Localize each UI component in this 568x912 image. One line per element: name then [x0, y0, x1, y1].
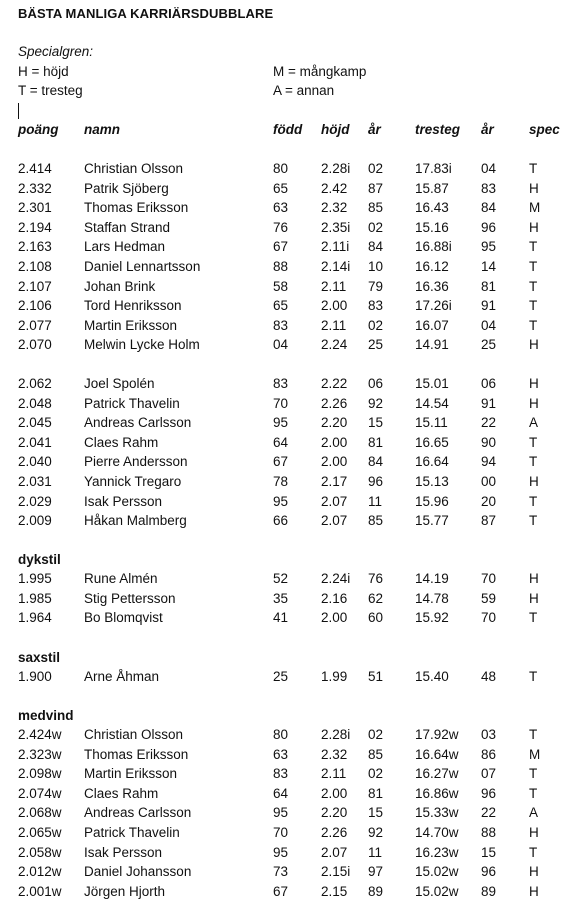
cell-points: 2.012w	[18, 864, 62, 880]
cell-triple-jump: 16.86w	[415, 785, 459, 801]
cell-born: 58	[273, 278, 289, 294]
cell-hj-year: 25	[368, 337, 384, 353]
cell-tj-year: 89	[481, 883, 497, 899]
cell-points: 2.045	[18, 415, 52, 431]
cell-spec: H	[529, 474, 539, 489]
table-row	[0, 259, 568, 279]
cell-name: Andreas Carlsson	[84, 805, 192, 821]
cell-triple-jump: 17.83i	[415, 161, 452, 176]
cell-spec: T	[529, 493, 538, 509]
table-row	[0, 454, 568, 474]
section-saxstil: saxstil	[18, 650, 61, 665]
cell-triple-jump: 15.92	[415, 610, 449, 626]
cell-hj-year: 85	[368, 200, 384, 216]
cell-triple-jump: 16.23w	[415, 844, 459, 860]
cell-born: 65	[273, 180, 289, 196]
table-row	[0, 845, 568, 865]
cell-triple-jump: 15.87	[415, 180, 449, 196]
cell-born: 63	[273, 746, 289, 762]
cell-triple-jump: 14.19	[415, 571, 449, 586]
cell-triple-jump: 16.36	[415, 278, 449, 294]
table-row	[0, 396, 568, 416]
legend-hojd: H = höjd	[18, 64, 69, 79]
cell-points: 2.332	[18, 180, 52, 196]
table-row	[0, 494, 568, 514]
cell-hj-year: 02	[368, 727, 384, 742]
cell-hj-year: 81	[368, 434, 384, 450]
cell-name: Stig Pettersson	[84, 590, 176, 606]
cell-name: Patrick Thavelin	[84, 395, 180, 411]
cell-high-jump: 2.14i	[321, 259, 351, 274]
cell-triple-jump: 16.43	[415, 200, 449, 216]
header-poang: poäng	[18, 122, 59, 137]
cell-triple-jump: 16.88i	[415, 239, 452, 255]
cell-high-jump: 2.35i	[321, 219, 351, 235]
cell-born: 95	[273, 844, 289, 860]
cell-points: 2.414	[18, 161, 52, 176]
cell-name: Yannick Tregaro	[84, 474, 182, 489]
cell-hj-year: 02	[368, 219, 384, 235]
cell-name: Johan Brink	[84, 278, 156, 294]
cell-spec: H	[529, 180, 539, 196]
cell-points: 2.194	[18, 219, 52, 235]
cell-born: 76	[273, 219, 289, 235]
cell-points: 2.062	[18, 376, 52, 391]
cell-name: Pierre Andersson	[84, 454, 188, 470]
cell-triple-jump: 15.77	[415, 513, 449, 529]
cell-points: 2.077	[18, 317, 52, 333]
cell-born: 67	[273, 883, 289, 899]
cell-name: Håkan Malmberg	[84, 513, 187, 529]
cell-hj-year: 06	[368, 376, 384, 391]
cell-tj-year: 06	[481, 376, 497, 391]
cell-high-jump: 2.26	[321, 395, 348, 411]
cell-name: Patrick Thavelin	[84, 825, 180, 840]
cell-high-jump: 2.22	[321, 376, 348, 391]
cell-spec: T	[529, 513, 538, 529]
cell-spec: T	[529, 844, 538, 860]
cell-spec: A	[529, 415, 539, 431]
cell-hj-year: 79	[368, 278, 384, 294]
cell-born: 64	[273, 785, 289, 801]
cell-born: 66	[273, 513, 289, 529]
cell-points: 2.106	[18, 298, 52, 314]
cell-points: 1.900	[18, 669, 52, 684]
cell-points: 2.108	[18, 259, 52, 274]
cell-hj-year: 96	[368, 474, 384, 489]
cell-points: 2.001w	[18, 883, 62, 899]
cell-hj-year: 02	[368, 317, 384, 333]
cell-spec: T	[529, 434, 538, 450]
cell-triple-jump: 15.02w	[415, 883, 459, 899]
header-fodd: född	[273, 122, 303, 137]
cell-spec: H	[529, 825, 539, 840]
cell-hj-year: 85	[368, 513, 384, 529]
cell-hj-year: 76	[368, 571, 384, 586]
cell-spec: T	[529, 669, 538, 684]
cell-tj-year: 96	[481, 219, 497, 235]
table-row	[0, 435, 568, 455]
cell-points: 2.065w	[18, 825, 62, 840]
cell-hj-year: 92	[368, 825, 384, 840]
legend-tresteg: T = tresteg	[18, 83, 83, 98]
cell-tj-year: 04	[481, 161, 497, 176]
cell-points: 2.098w	[18, 766, 62, 782]
cell-hj-year: 51	[368, 669, 384, 684]
cell-tj-year: 20	[481, 493, 497, 509]
cell-name: Lars Hedman	[84, 239, 166, 255]
cell-tj-year: 84	[481, 200, 497, 216]
cell-tj-year: 70	[481, 610, 497, 626]
cell-name: Thomas Eriksson	[84, 746, 189, 762]
cell-hj-year: 02	[368, 766, 384, 782]
cell-tj-year: 00	[481, 474, 497, 489]
cell-tj-year: 22	[481, 415, 497, 431]
cell-spec: T	[529, 766, 538, 782]
cell-points: 2.068w	[18, 805, 62, 821]
cell-born: 63	[273, 200, 289, 216]
section-medvind: medvind	[18, 708, 74, 723]
cell-name: Daniel Johansson	[84, 864, 192, 880]
cell-spec: H	[529, 883, 539, 899]
cell-hj-year: 85	[368, 746, 384, 762]
cell-tj-year: 87	[481, 513, 497, 529]
cell-hj-year: 02	[368, 161, 384, 176]
cell-name: Staffan Strand	[84, 219, 171, 235]
cell-tj-year: 04	[481, 317, 497, 333]
cell-name: Arne Åhman	[84, 669, 160, 684]
table-row	[0, 337, 568, 357]
cell-triple-jump: 15.01	[415, 376, 449, 391]
text-cursor	[18, 103, 19, 119]
cell-tj-year: 25	[481, 337, 497, 353]
cell-triple-jump: 14.70w	[415, 825, 459, 840]
cell-born: 04	[273, 337, 289, 353]
table-row	[0, 825, 568, 845]
cell-name: Bo Blomqvist	[84, 610, 163, 626]
cell-spec: H	[529, 395, 539, 411]
cell-spec: H	[529, 337, 539, 353]
cell-tj-year: 91	[481, 298, 497, 314]
document-title: BÄSTA MANLIGA KARRIÄRSDUBBLARE	[18, 6, 274, 21]
cell-high-jump: 2.28i	[321, 727, 351, 742]
cell-hj-year: 89	[368, 883, 384, 899]
cell-born: 25	[273, 669, 289, 684]
header-tresteg: tresteg	[415, 122, 461, 137]
header-spec: spec	[529, 122, 560, 137]
cell-tj-year: 94	[481, 454, 497, 470]
table-row	[0, 181, 568, 201]
cell-hj-year: 83	[368, 298, 384, 314]
legend-annan: A = annan	[273, 83, 335, 98]
cell-name: Melwin Lycke Holm	[84, 337, 200, 353]
cell-spec: T	[529, 259, 538, 274]
cell-name: Martin Eriksson	[84, 317, 178, 333]
cell-hj-year: 15	[368, 415, 384, 431]
cell-high-jump: 2.00	[321, 610, 348, 626]
cell-name: Daniel Lennartsson	[84, 259, 201, 274]
cell-hj-year: 92	[368, 395, 384, 411]
cell-born: 88	[273, 259, 289, 274]
cell-name: Isak Persson	[84, 844, 163, 860]
table-row	[0, 591, 568, 611]
cell-hj-year: 15	[368, 805, 384, 821]
cell-points: 1.985	[18, 590, 52, 606]
cell-points: 2.070	[18, 337, 52, 353]
cell-name: Rune Almén	[84, 571, 158, 586]
cell-triple-jump: 15.16	[415, 219, 449, 235]
table-row	[0, 474, 568, 494]
cell-points: 2.041	[18, 434, 52, 450]
cell-born: 65	[273, 298, 289, 314]
cell-triple-jump: 16.64w	[415, 746, 459, 762]
cell-spec: H	[529, 864, 539, 880]
cell-born: 95	[273, 493, 289, 509]
cell-born: 73	[273, 864, 289, 880]
cell-spec: M	[529, 746, 541, 762]
header-hojd: höjd	[321, 122, 350, 137]
cell-tj-year: 07	[481, 766, 497, 782]
legend-mangkamp: M = mångkamp	[273, 64, 367, 79]
cell-tj-year: 91	[481, 395, 497, 411]
cell-born: 95	[273, 805, 289, 821]
table-row	[0, 161, 568, 181]
cell-high-jump: 2.15	[321, 883, 348, 899]
header-ar-hojd: år	[368, 122, 381, 137]
cell-high-jump: 2.15i	[321, 864, 351, 880]
cell-name: Christian Olsson	[84, 161, 184, 176]
cell-name: Thomas Eriksson	[84, 200, 189, 216]
cell-high-jump: 2.42	[321, 180, 348, 196]
cell-triple-jump: 14.54	[415, 395, 449, 411]
cell-name: Isak Persson	[84, 493, 163, 509]
cell-hj-year: 84	[368, 239, 384, 255]
cell-triple-jump: 14.78	[415, 590, 449, 606]
cell-high-jump: 2.11	[321, 278, 347, 294]
cell-high-jump: 2.20	[321, 805, 348, 821]
cell-triple-jump: 15.02w	[415, 864, 459, 880]
cell-born: 80	[273, 161, 289, 176]
cell-triple-jump: 14.91	[415, 337, 449, 353]
cell-high-jump: 2.17	[321, 474, 348, 489]
cell-points: 2.301	[18, 200, 52, 216]
section-dykstil: dykstil	[18, 552, 61, 567]
cell-spec: H	[529, 590, 539, 606]
cell-born: 64	[273, 434, 289, 450]
cell-points: 2.048	[18, 395, 52, 411]
cell-triple-jump: 15.33w	[415, 805, 459, 821]
cell-high-jump: 2.07	[321, 844, 348, 860]
cell-spec: H	[529, 219, 539, 235]
table-row	[0, 279, 568, 299]
cell-born: 78	[273, 474, 289, 489]
cell-tj-year: 14	[481, 259, 497, 274]
cell-born: 67	[273, 239, 289, 255]
cell-born: 52	[273, 571, 289, 586]
cell-triple-jump: 17.92w	[415, 727, 459, 742]
cell-name: Tord Henriksson	[84, 298, 182, 314]
cell-high-jump: 2.26	[321, 825, 348, 840]
cell-name: Christian Olsson	[84, 727, 184, 742]
cell-triple-jump: 15.11	[415, 415, 448, 431]
cell-points: 2.058w	[18, 844, 62, 860]
cell-born: 70	[273, 825, 289, 840]
header-ar-tresteg: år	[481, 122, 494, 137]
table-row	[0, 805, 568, 825]
table-row	[0, 318, 568, 338]
cell-name: Patrik Sjöberg	[84, 180, 169, 196]
cell-points: 2.040	[18, 454, 52, 470]
cell-tj-year: 03	[481, 727, 497, 742]
cell-tj-year: 70	[481, 571, 497, 586]
cell-name: Joel Spolén	[84, 376, 155, 391]
table-row	[0, 786, 568, 806]
cell-hj-year: 11	[368, 493, 383, 509]
cell-born: 70	[273, 395, 289, 411]
cell-name: Claes Rahm	[84, 785, 159, 801]
cell-high-jump: 2.11	[321, 317, 347, 333]
cell-name: Jörgen Hjorth	[84, 883, 166, 899]
table-row	[0, 884, 568, 904]
cell-spec: A	[529, 805, 539, 821]
cell-points: 2.107	[18, 278, 52, 294]
cell-high-jump: 1.99	[321, 669, 348, 684]
cell-triple-jump: 15.96	[415, 493, 449, 509]
cell-high-jump: 2.24i	[321, 571, 351, 586]
cell-name: Andreas Carlsson	[84, 415, 192, 431]
cell-tj-year: 83	[481, 180, 497, 196]
cell-tj-year: 48	[481, 669, 497, 684]
cell-spec: T	[529, 239, 538, 255]
cell-hj-year: 97	[368, 864, 384, 880]
cell-born: 35	[273, 590, 289, 606]
cell-hj-year: 81	[368, 785, 384, 801]
table-row	[0, 239, 568, 259]
cell-points: 2.323w	[18, 746, 62, 762]
cell-spec: T	[529, 610, 538, 626]
cell-triple-jump: 17.26i	[415, 298, 452, 314]
cell-points: 2.163	[18, 239, 52, 255]
cell-born: 83	[273, 317, 289, 333]
table-row	[0, 513, 568, 533]
table-row	[0, 766, 568, 786]
cell-high-jump: 2.32	[321, 746, 348, 762]
cell-spec: T	[529, 161, 538, 176]
cell-spec: H	[529, 571, 539, 586]
cell-high-jump: 2.28i	[321, 161, 351, 176]
cell-born: 67	[273, 454, 289, 470]
cell-spec: T	[529, 298, 538, 314]
table-row	[0, 747, 568, 767]
cell-tj-year: 22	[481, 805, 497, 821]
cell-points: 2.009	[18, 513, 52, 529]
cell-hj-year: 11	[368, 844, 383, 860]
table-row	[0, 610, 568, 630]
cell-tj-year: 15	[481, 844, 497, 860]
cell-born: 41	[273, 610, 289, 626]
cell-tj-year: 81	[481, 278, 497, 294]
cell-spec: T	[529, 727, 538, 742]
cell-tj-year: 86	[481, 746, 497, 762]
cell-high-jump: 2.11	[321, 766, 347, 782]
cell-high-jump: 2.00	[321, 785, 348, 801]
cell-high-jump: 2.00	[321, 454, 348, 470]
table-row	[0, 669, 568, 689]
cell-name: Claes Rahm	[84, 434, 159, 450]
cell-tj-year: 95	[481, 239, 497, 255]
table-row	[0, 864, 568, 884]
cell-hj-year: 87	[368, 180, 384, 196]
cell-name: Martin Eriksson	[84, 766, 178, 782]
cell-triple-jump: 16.64	[415, 454, 449, 470]
cell-points: 2.424w	[18, 727, 62, 742]
cell-high-jump: 2.16	[321, 590, 348, 606]
cell-born: 83	[273, 376, 289, 391]
cell-triple-jump: 15.40	[415, 669, 449, 684]
cell-tj-year: 96	[481, 785, 497, 801]
cell-spec: T	[529, 278, 538, 294]
cell-points: 1.964	[18, 610, 52, 626]
cell-triple-jump: 16.07	[415, 317, 449, 333]
cell-born: 83	[273, 766, 289, 782]
header-namn: namn	[84, 122, 121, 137]
cell-tj-year: 90	[481, 434, 497, 450]
cell-hj-year: 62	[368, 590, 384, 606]
cell-points: 1.995	[18, 571, 52, 586]
cell-points: 2.029	[18, 493, 52, 509]
cell-spec: T	[529, 317, 538, 333]
cell-spec: T	[529, 785, 538, 801]
cell-high-jump: 2.20	[321, 415, 348, 431]
cell-triple-jump: 16.27w	[415, 766, 459, 782]
cell-hj-year: 60	[368, 610, 384, 626]
cell-points: 2.031	[18, 474, 52, 489]
table-row	[0, 298, 568, 318]
cell-tj-year: 88	[481, 825, 497, 840]
cell-high-jump: 2.11i	[321, 239, 350, 255]
table-row	[0, 415, 568, 435]
cell-triple-jump: 16.65	[415, 434, 449, 450]
table-row	[0, 200, 568, 220]
table-row	[0, 571, 568, 591]
cell-high-jump: 2.32	[321, 200, 348, 216]
cell-tj-year: 59	[481, 590, 497, 606]
cell-triple-jump: 15.13	[415, 474, 449, 489]
cell-hj-year: 10	[368, 259, 384, 274]
table-row	[0, 220, 568, 240]
cell-high-jump: 2.07	[321, 493, 348, 509]
table-row	[0, 376, 568, 396]
cell-born: 80	[273, 727, 289, 742]
cell-tj-year: 96	[481, 864, 497, 880]
cell-high-jump: 2.07	[321, 513, 348, 529]
cell-spec: H	[529, 376, 539, 391]
cell-triple-jump: 16.12	[415, 259, 449, 274]
cell-high-jump: 2.24	[321, 337, 348, 353]
cell-hj-year: 84	[368, 454, 384, 470]
table-row	[0, 727, 568, 747]
cell-spec: M	[529, 200, 541, 216]
cell-born: 95	[273, 415, 289, 431]
cell-points: 2.074w	[18, 785, 62, 801]
specialgren-heading: Specialgren:	[18, 44, 94, 59]
cell-spec: T	[529, 454, 538, 470]
cell-high-jump: 2.00	[321, 298, 348, 314]
cell-high-jump: 2.00	[321, 434, 348, 450]
